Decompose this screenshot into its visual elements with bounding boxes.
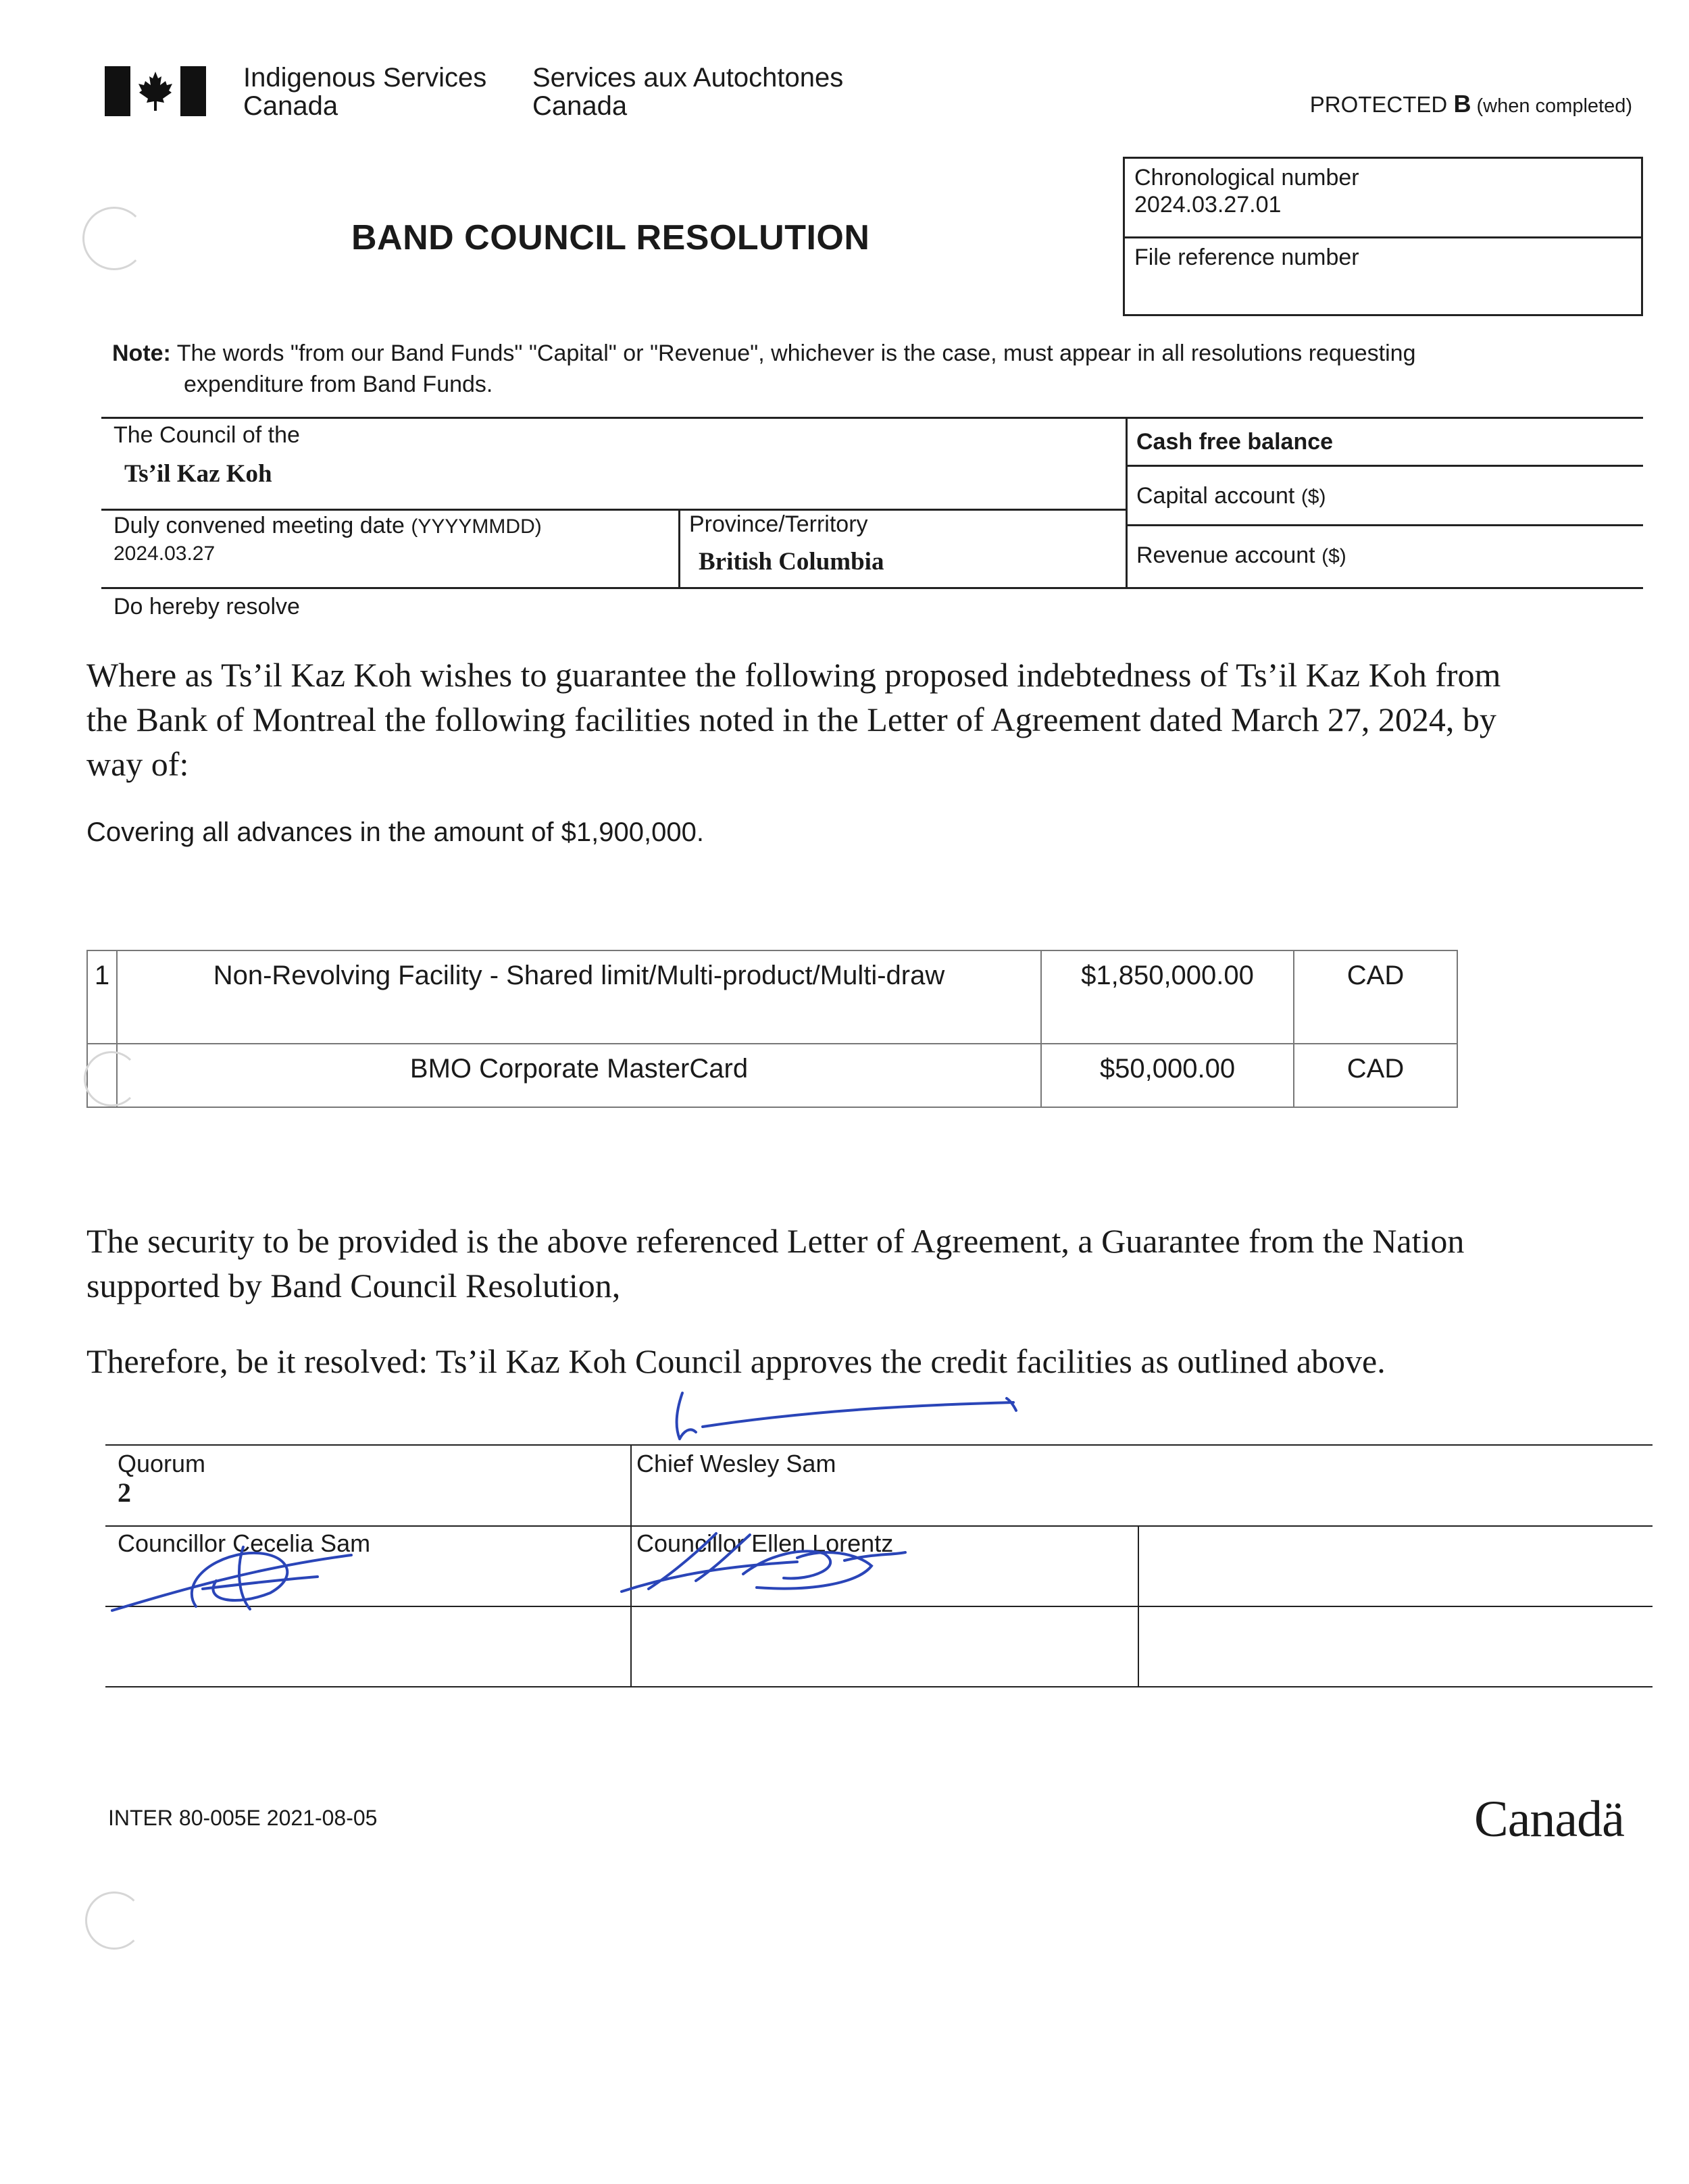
punch-hole-top xyxy=(82,207,146,270)
resolution-paragraph: Where as Ts’il Kaz Koh wishes to guarantee the following proposed indebtedness of Ts’il Kaz Koh from the Bank of Montreal the following facilities noted in the Letter of Agreement dated March 27, 2024, by way of: xyxy=(86,656,1501,783)
canada-flag-icon xyxy=(105,66,206,116)
department-name-en: Indigenous Services Canada xyxy=(243,63,487,121)
maple-leaf-icon xyxy=(137,70,174,112)
punch-hole-bottom xyxy=(85,1891,143,1950)
facility-currency: CAD xyxy=(1294,1044,1457,1107)
security-paragraph: The security to be provided is the above referenced Letter of Agreement, a Guarantee from the Nation supported by Band Council Resolution, xyxy=(86,1222,1465,1304)
facility-name: BMO Corporate MasterCard xyxy=(117,1044,1041,1107)
form-id: INTER 80-005E 2021-08-05 xyxy=(108,1806,378,1830)
divider xyxy=(1126,465,1643,467)
punch-hole-middle xyxy=(84,1051,139,1107)
province-value[interactable]: British Columbia xyxy=(699,548,884,576)
cash-balance-label: Cash free balance xyxy=(1136,429,1334,455)
chrono-value[interactable]: 2024.03.27.01 xyxy=(1134,192,1282,218)
table-row xyxy=(87,950,1457,1044)
canada-wordmark: Canadä xyxy=(1474,1791,1624,1848)
facility-amount: $1,850,000.00 xyxy=(1041,950,1294,1044)
divider xyxy=(1126,417,1128,587)
chrono-label: Chronological number xyxy=(1134,165,1359,191)
councillor-2-label: Councillor Ellen Lorentz xyxy=(636,1529,894,1557)
department-name-fr: Services aux Autochtones Canada xyxy=(532,63,844,121)
divider xyxy=(1138,1525,1139,1686)
page-title: BAND COUNCIL RESOLUTION xyxy=(351,218,870,257)
divider xyxy=(678,509,680,587)
reference-box xyxy=(1123,157,1643,316)
facility-number: 1 xyxy=(87,950,117,1044)
divider xyxy=(105,1525,1653,1527)
quorum-label: Quorum xyxy=(118,1450,206,1477)
divider xyxy=(105,1686,1653,1687)
protected-designation: PROTECTED B (when completed) xyxy=(1309,90,1632,118)
divider xyxy=(101,587,1643,589)
resolve-label: Do hereby resolve xyxy=(114,594,300,619)
divider xyxy=(630,1444,632,1686)
form-note: Note: The words "from our Band Funds" "Capital" or "Revenue", whichever is the case, must appear in all resolutions requesting expenditure from Band Funds. xyxy=(112,340,1416,397)
divider xyxy=(105,1444,1653,1446)
divider xyxy=(105,1606,1653,1607)
meeting-date-label: Duly convened meeting date (YYYYMMDD) xyxy=(114,513,542,538)
council-label: The Council of the xyxy=(114,422,300,448)
facility-name: Non-Revolving Facility - Shared limit/Multi-product/Multi-draw xyxy=(117,950,1041,1044)
resolved-paragraph: Therefore, be it resolved: Ts’il Kaz Koh Council approves the credit facilities as outlined above. xyxy=(86,1342,1386,1380)
facility-amount: $50,000.00 xyxy=(1041,1044,1294,1107)
meeting-date-value[interactable]: 2024.03.27 xyxy=(114,542,216,565)
covering-text: Covering all advances in the amount of $1,900,000. xyxy=(86,817,704,847)
capital-account-label: Capital account ($) xyxy=(1136,483,1326,509)
quorum-value[interactable]: 2 xyxy=(118,1477,131,1508)
council-name[interactable]: Ts’il Kaz Koh xyxy=(124,460,272,488)
divider xyxy=(101,417,1643,419)
divider xyxy=(1126,524,1643,526)
chief-signature-label: Chief Wesley Sam xyxy=(636,1450,836,1477)
facility-currency: CAD xyxy=(1294,950,1457,1044)
revenue-account-label: Revenue account ($) xyxy=(1136,542,1346,568)
file-ref-label: File reference number xyxy=(1134,245,1359,270)
facilities-table xyxy=(86,950,1458,1108)
divider xyxy=(101,509,1126,511)
chief-signature xyxy=(677,1393,1016,1439)
councillor-1-label: Councillor Cecelia Sam xyxy=(118,1529,371,1557)
province-label: Province/Territory xyxy=(689,511,868,537)
table-row xyxy=(87,1044,1457,1107)
